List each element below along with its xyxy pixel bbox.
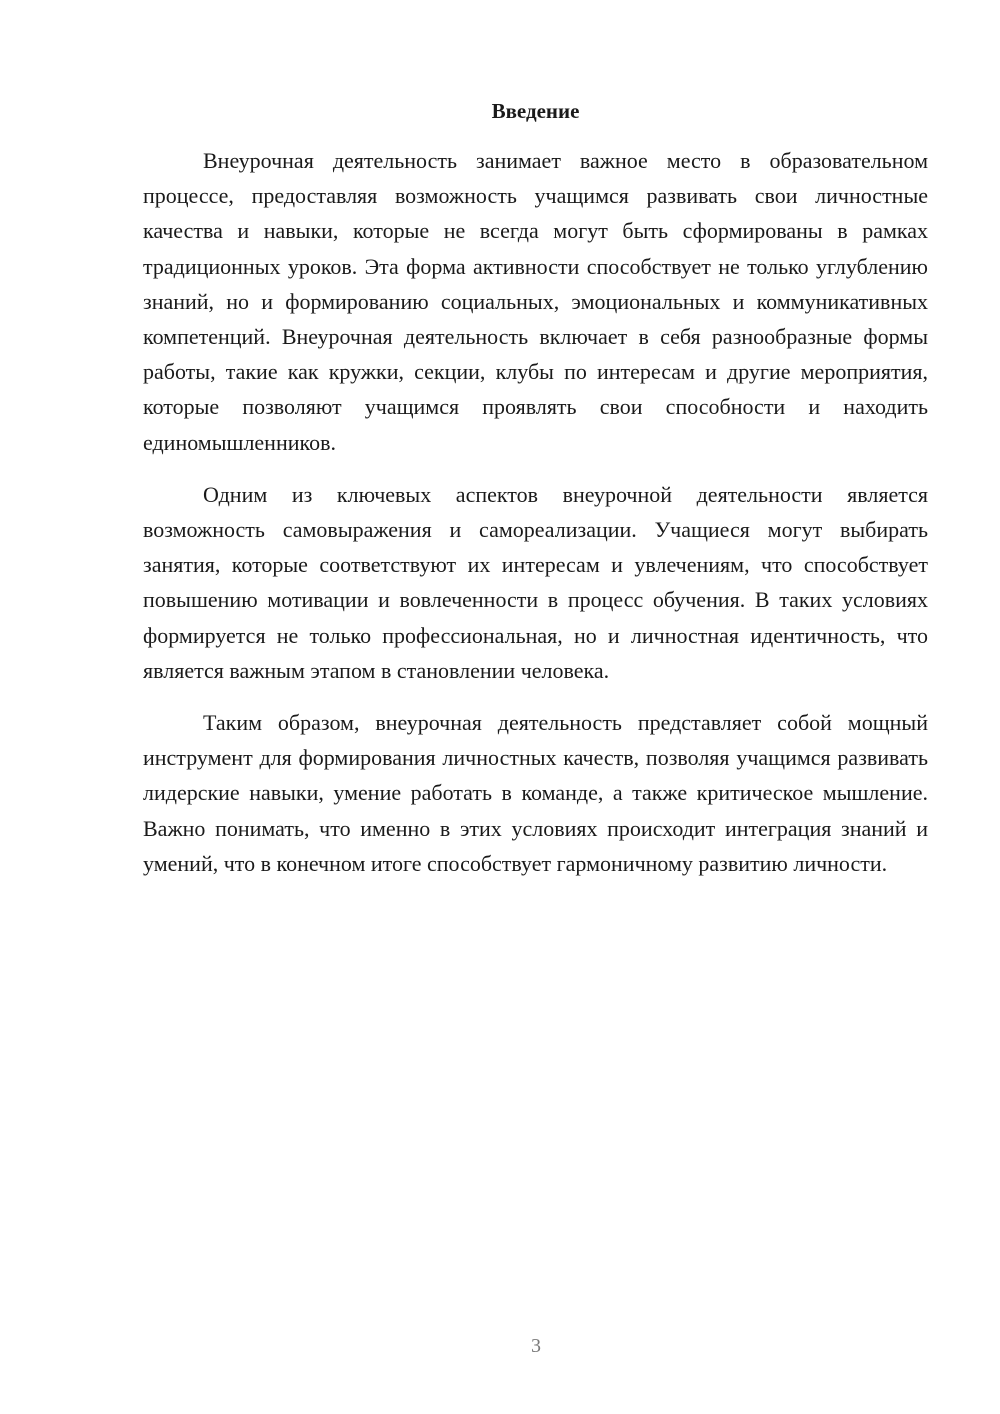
paragraph-1: Внеурочная деятельность занимает важное место в образовательном процессе, предоставляя возможность учащимся развивать свои личностные качества и навыки, которые не всегда могут быть сформированы в рамках традиционных уроков. Эта форма активности способствует не только углублению знаний, но и формированию социальных, эмоциональных и коммуникативных компетенций. Внеурочная деятельность включает в себя разнообразные формы работы, такие как кружки, секции, клубы по интересам и другие мероприятия, которые позволяют учащимся проявлять свои способности и находить единомышленников. — [143, 148, 928, 455]
page-number: 3 — [531, 1335, 541, 1357]
paragraph-2: Одним из ключевых аспектов внеурочной деятельности является возможность самовыражения и самореализации. Учащиеся могут выбирать занятия, которые соответствуют их интересам и увлечениям, что способствует повышению мотивации и вовлеченности в процесс обучения. В таких условиях формируется не только профессиональная, но и личностная идентичность, что является важным этапом в становлении человека. — [143, 481, 928, 683]
paragraph-3: Таким образом, внеурочная деятельность представляет собой мощный инструмент для формирования личностных качеств, позволяя учащимся развивать лидерские навыки, умение работать в команде, а также критическое мышление. Важно понимать, что именно в этих условиях происходит интеграция знаний и умений, что в конечном итоге способствует гармоничному развитию личности. — [143, 710, 928, 876]
section-title: Введение — [491, 99, 580, 123]
body-text — [143, 143, 928, 898]
